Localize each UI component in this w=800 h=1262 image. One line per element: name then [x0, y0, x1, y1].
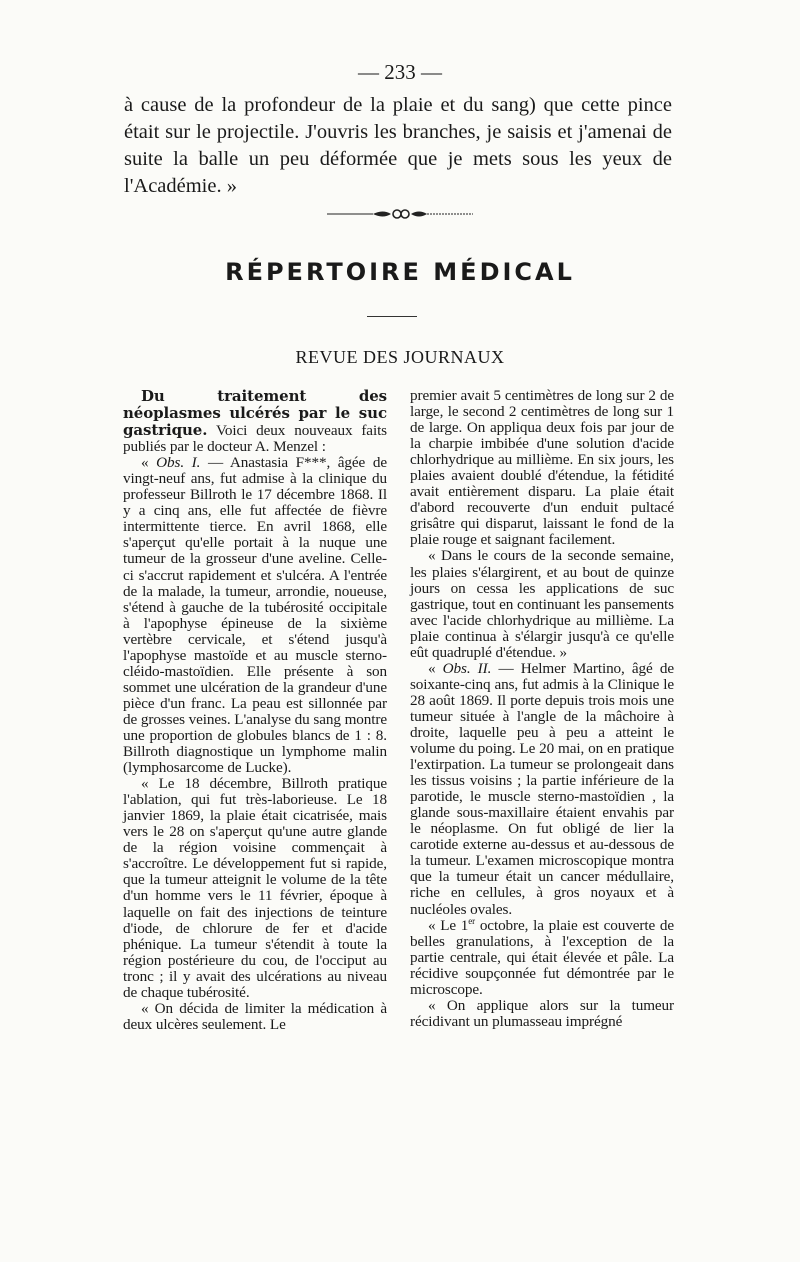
article-title: Du traitement des néoplasmes ulcérés par le suc gastrique. — [123, 387, 387, 440]
right-paragraph-4 — [410, 915, 674, 998]
intro-text: à cause de la profondeur de la plaie et du sang) que cette pince était sur le projectile. J'ouvris les branches, je saisis et j'amenai de suite la balle un peu déformée que je mets sous les yeux de l'Académie. » — [124, 94, 672, 197]
para4-open: « Le 1 — [428, 916, 469, 934]
right-paragraph-5: « On applique alors sur la tumeur récidivant un plumasseau imprégné — [410, 996, 674, 1030]
observation-1 — [123, 455, 387, 776]
article-opening — [123, 388, 387, 455]
observation-1-label: Obs. I. — [156, 454, 201, 472]
right-paragraph-2: « Dans le cours de la seconde semaine, les plaies s'élargirent, et au bout de quinze jours on cessa les applications de suc gastrique, tout en continuant les pansements avec l'acide chlorhydrique au millième. La plaie continua à s'élargir jusqu'à ce qu'elle eût quadruplé d'étendue. » — [410, 547, 674, 661]
right-column — [410, 388, 674, 1030]
title-rule — [367, 316, 417, 317]
ordinal-superscript: er — [468, 915, 476, 926]
observation-1-text: — Anastasia F***, âgée de vingt-neuf ans, fut admise à la clinique du professeur Billroth le 17 décembre 1868. Il y a cinq ans, elle fut affectée de fièvre intermittente tierce. En avril 1868, elle s'aperçut qu'elle portait à la nuque une tumeur de la grosseur d'une aveline. Celle-ci s'accrut rapidement et s'ulcéra. A l'entrée de la malade, la tumeur, arrondie, noueuse, s'étend à gauche de la tubérosité occipitale à l'apophyse épineuse de la sixième vertèbre cervicale, et s'étend jusqu'à l'apophyse mastoïde et au muscle sterno-cléido-mastoïdien. Elle présente à son sommet une ulcération de la grandeur d'une pièce d'un franc. La peau est sillonnée par de grosses veines. L'analyse du sang montre une proportion de globules blancs de 1 : 8. Billroth diagnostique un lymphome malin (lymphosarcome de Lucke). — [123, 454, 387, 777]
page-number: — 233 — — [358, 60, 442, 84]
observation-2-label: Obs. II. — [442, 659, 492, 677]
left-paragraph-3: « On décida de limiter la médication à deux ulcères seulement. Le — [123, 999, 387, 1033]
quote-mark: « — [428, 659, 443, 677]
left-column — [123, 388, 387, 1033]
observation-2 — [410, 661, 674, 918]
quote-mark: « — [141, 454, 157, 472]
subsection-title: REVUE DES JOURNAUX — [295, 347, 505, 367]
section-title: RÉPERTOIRE MÉDICAL — [225, 258, 575, 286]
right-paragraph-1: premier avait 5 centimètres de long sur 2 de large, le second 2 centimètres de long sur 1 de large. On appliqua deux fois par jour de la charpie imbibée d'une solution d'acide chlorhydrique au millième. En six jours, les plaies avaient doublé d'étendue, la fétidité avait entièrement disparu. La plaie était d'abord recouverte d'un enduit pultacé grisâtre qui disparut, laissant le fond de la plaie rouge et saignant facilement. — [410, 387, 674, 549]
intro-paragraph — [124, 92, 672, 200]
ornament-divider — [0, 204, 800, 224]
observation-2-text: — Helmer Martino, âgé de soixante-cinq ans, fut admis à la Clinique le 28 août 1869. Il porte depuis trois mois une tumeur située à l'angle de la mâchoire à droite, laquelle peu à peu a atteint le volume du poing. Le 20 mai, on en pratique l'extirpation. La tumeur se prolongeait dans les tissus voisins ; la partie inférieure de la parotide, le muscle sterno-mastoïdien , la glande sous-maxillaire étaient envahis par le néoplasme. On fut obligé de lier la carotide externe au-dessus et au-dessous de la tumeur. L'examen microscopique montra que la tumeur était un cancer médullaire, riche en cellules, à gros noyaux et à nucléoles ovales. — [410, 659, 674, 918]
article-intro: Voici deux nouveaux faits publiés par le docteur A. Menzel : — [123, 422, 387, 456]
left-paragraph-2: « Le 18 décembre, Billroth pratique l'ablation, qui fut très-laborieuse. Le 18 janvier 1869, la plaie était cicatrisée, mais vers le 28 on s'aperçut qu'une autre glande de la région voisine commençait à s'accroître. Le développement fut si rapide, que la tumeur atteignit le volume de la tête d'un homme vers le 11 février, époque à laquelle on fait des injections de teinture d'iode, de chlorure de fer et d'acide phénique. La tumeur s'étendit à toute la région postérieure du cou, de l'occiput au tronc ; il y avait des ulcérations au niveau de chaque tubérosité. — [123, 775, 387, 1001]
para4-text: octobre, la plaie est couverte de belles granulations, à l'exception de la partie centrale, qui était élevée et pâle. La récidive soupçonnée fut démontrée par le microscope. — [410, 916, 674, 998]
ornament-icon — [325, 207, 475, 221]
